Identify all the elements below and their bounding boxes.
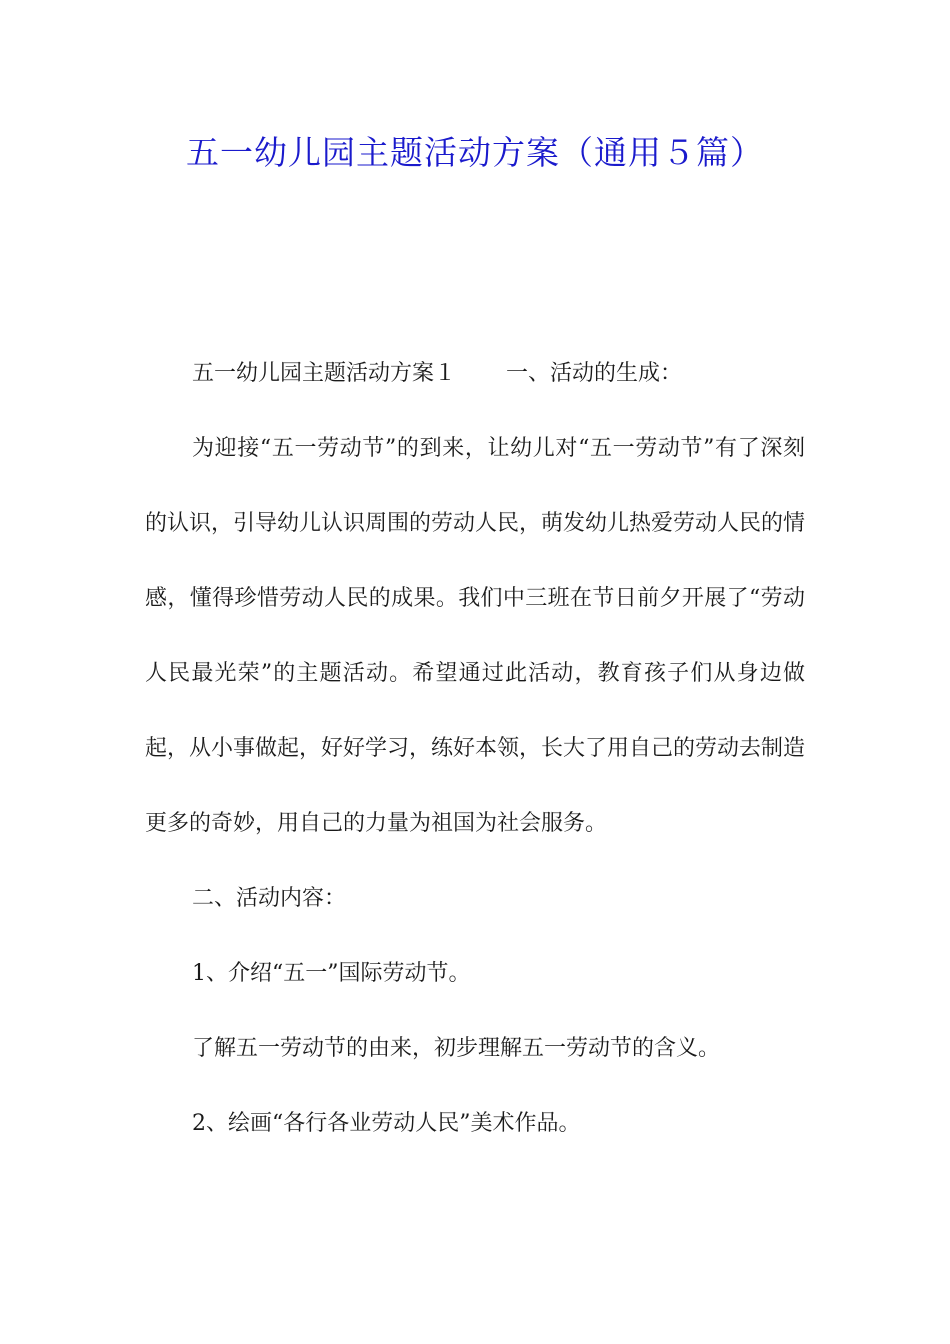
section-label: 五一幼儿园主题活动方案１ — [192, 361, 457, 386]
paragraph-may-day-origin: 了解五一劳动节的由来，初步理解五一劳动节的含义。 — [192, 1036, 721, 1061]
list-item-intro-may-day: 1、介绍“五一”国际劳动节。 — [192, 961, 471, 986]
paragraph-activity-purpose: 为迎接“五一劳动节”的到来，让幼儿对“五一劳动节”有了深刻的认识，引导幼儿认识周围的劳动人民，萌发幼儿热爱劳动人民的情感，懂得珍惜劳动人民的成果。我们中三班在节日前夕开展了“劳动人民最光荣”的主题活动。希望通过此活动，教育孩子们从身边做起，从小事做起，好好学习，练好本领，长大了用自己的劳动去制造更多的奇妙，用自己的力量为祖国为社会服务。 — [145, 436, 806, 836]
heading-activity-origin: 一、活动的生成： — [506, 361, 683, 386]
paragraph-section-start — [145, 336, 805, 411]
document-title: 五一幼儿园主题活动方案（通用５篇） — [186, 133, 764, 172]
document-body — [145, 336, 805, 1161]
heading-activity-content: 二、活动内容： — [192, 886, 347, 911]
list-item-drawing-workers: 2、绘画“各行各业劳动人民”美术作品。 — [192, 1111, 581, 1136]
